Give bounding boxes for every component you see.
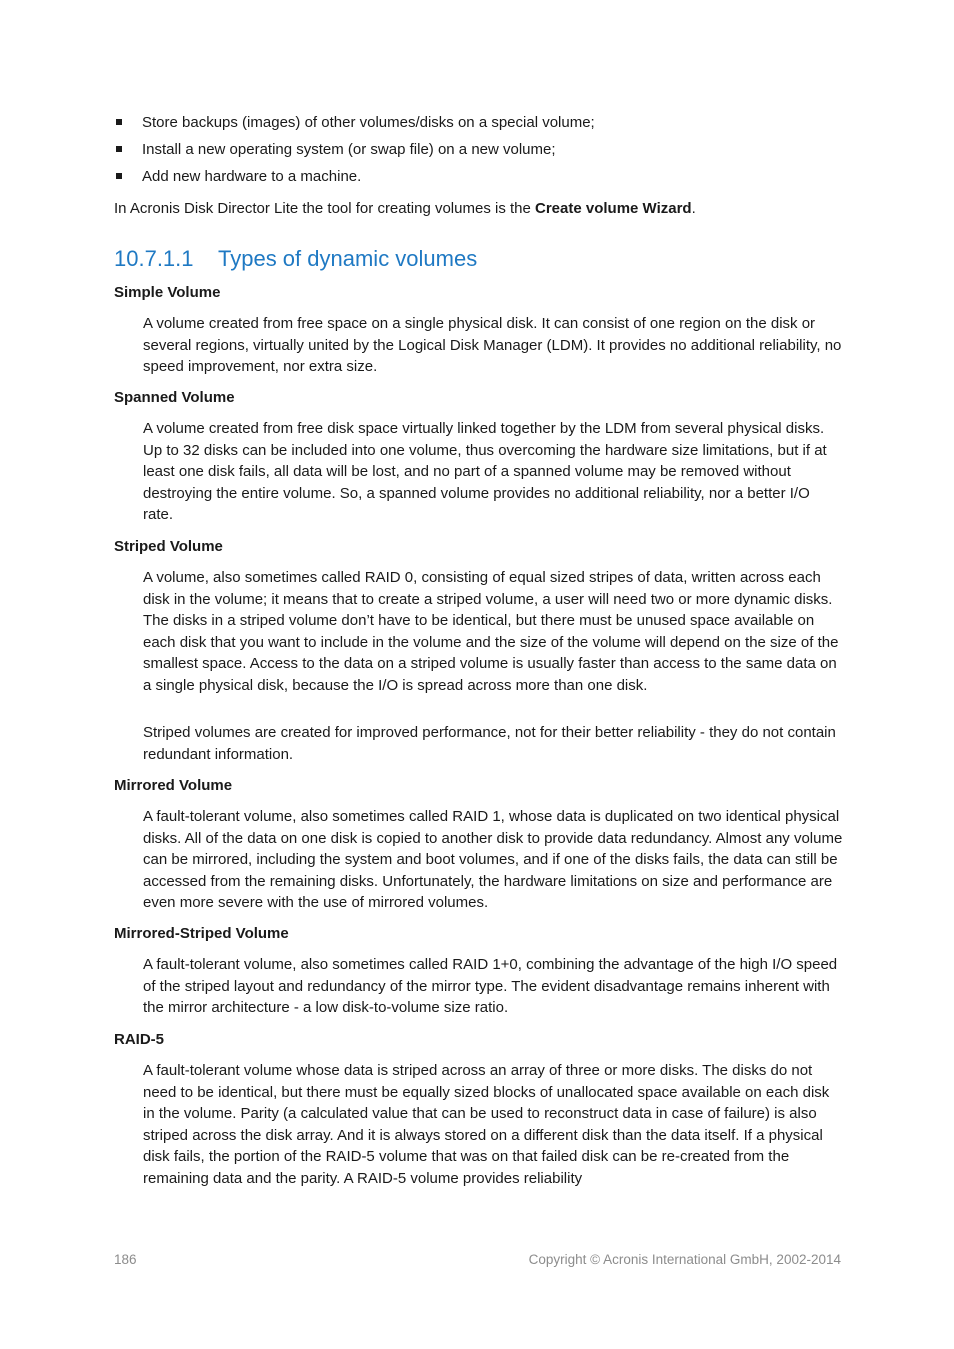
intro-paragraph [114, 199, 844, 219]
copyright-notice: Copyright © Acronis International GmbH, 2002-2014 [528, 1252, 841, 1267]
term-simple-volume: Simple Volume [114, 284, 221, 301]
definition-mirrored-volume: A fault-tolerant volume, also sometimes called RAID 1, whose data is duplicated on two identical physical disks. All of the data on one disk is copied to another disk to provide data redundancy. Almost any volume can be mirrored, including the system and boot volumes, and if one of the disks fails, the data can still be accessed from the remaining disks. Unfortunately, the hardware limitations on size and performance are even more severe with the use of mirrored volumes. [143, 808, 843, 912]
section-title-text: Types of dynamic volumes [218, 246, 478, 271]
bullet-square-icon [116, 119, 122, 125]
bullet-square-icon [116, 173, 122, 179]
intro-bold-term: Create volume Wizard [535, 200, 692, 217]
term-striped-volume: Striped Volume [114, 538, 223, 555]
bullet-text: Store backups (images) of other volumes/disks on a special volume; [142, 114, 595, 131]
term-mirrored-striped-volume: Mirrored-Striped Volume [114, 925, 289, 942]
definition-raid-5: A fault-tolerant volume whose data is striped across an array of three or more disks. The disks do not need to be identical, but there must be equally sized blocks of unallocated space available on each disk in the volume. Parity (a calculated value that can be used to reconstruct data in case of failure) is also striped across the disk array. And it is always stored on a different disk than the data itself. If a physical disk fails, the portion of the RAID-5 volume that was on that failed disk can be re-created from the remaining data and the parity. A RAID-5 volume provides reliability [143, 1062, 830, 1187]
intro-text: In Acronis Disk Director Lite the tool for creating volumes is the [114, 200, 536, 217]
definition-striped-volume-note: Striped volumes are created for improved performance, not for their better reliability - they do not contain redundant information. [143, 724, 836, 763]
bullet-text: Add new hardware to a machine. [142, 168, 362, 185]
section-heading [114, 244, 477, 274]
list-item [114, 141, 844, 159]
definition-simple-volume: A volume created from free space on a single physical disk. It can consist of one region on the disk or several regions, virtually united by the Logical Disk Manager (LDM). It provides no additional reliability, no speed improvement, nor extra size. [143, 315, 842, 376]
term-mirrored-volume: Mirrored Volume [114, 777, 233, 794]
bullet-list [114, 114, 844, 195]
definition-mirrored-striped-volume: A fault-tolerant volume, also sometimes called RAID 1+0, combining the advantage of the high I/O speed of the striped layout and redundancy of the mirror type. The evident disadvantage remains inherent with the mirror architecture - a low disk-to-volume size ratio. [143, 956, 838, 1017]
list-item [114, 168, 844, 186]
bullet-text: Install a new operating system (or swap file) on a new volume; [142, 141, 556, 158]
intro-end: . [691, 200, 696, 217]
term-raid-5: RAID-5 [114, 1031, 165, 1048]
bullet-square-icon [116, 146, 122, 152]
definition-striped-volume: A volume, also sometimes called RAID 0, consisting of equal sized stripes of data, written across each disk in the volume; it means that to create a striped volume, a user will need two or more dynamic disks. The disks in a striped volume don’t have to be identical, but there must be unused space available on each disk that you want to include in the volume and the size of the volume will depend on the size of the smallest space. Access to the data on a striped volume is usually faster than access to the same data on a single physical disk, because the I/O is spread across more than one disk. [143, 569, 839, 694]
term-spanned-volume: Spanned Volume [114, 389, 235, 406]
page-number: 186 [114, 1252, 137, 1267]
definition-spanned-volume: A volume created from free disk space virtually linked together by the LDM from several physical disks. Up to 32 disks can be included into one volume, thus overcoming the hardware size limitations, but if at least one disk fails, all data will be lost, and no part of a spanned volume may be removed without destroying the entire volume. So, a spanned volume provides no additional reliability, nor a better I/O rate. [143, 420, 827, 524]
section-number: 10.7.1.1 [114, 246, 194, 271]
list-item [114, 114, 844, 132]
